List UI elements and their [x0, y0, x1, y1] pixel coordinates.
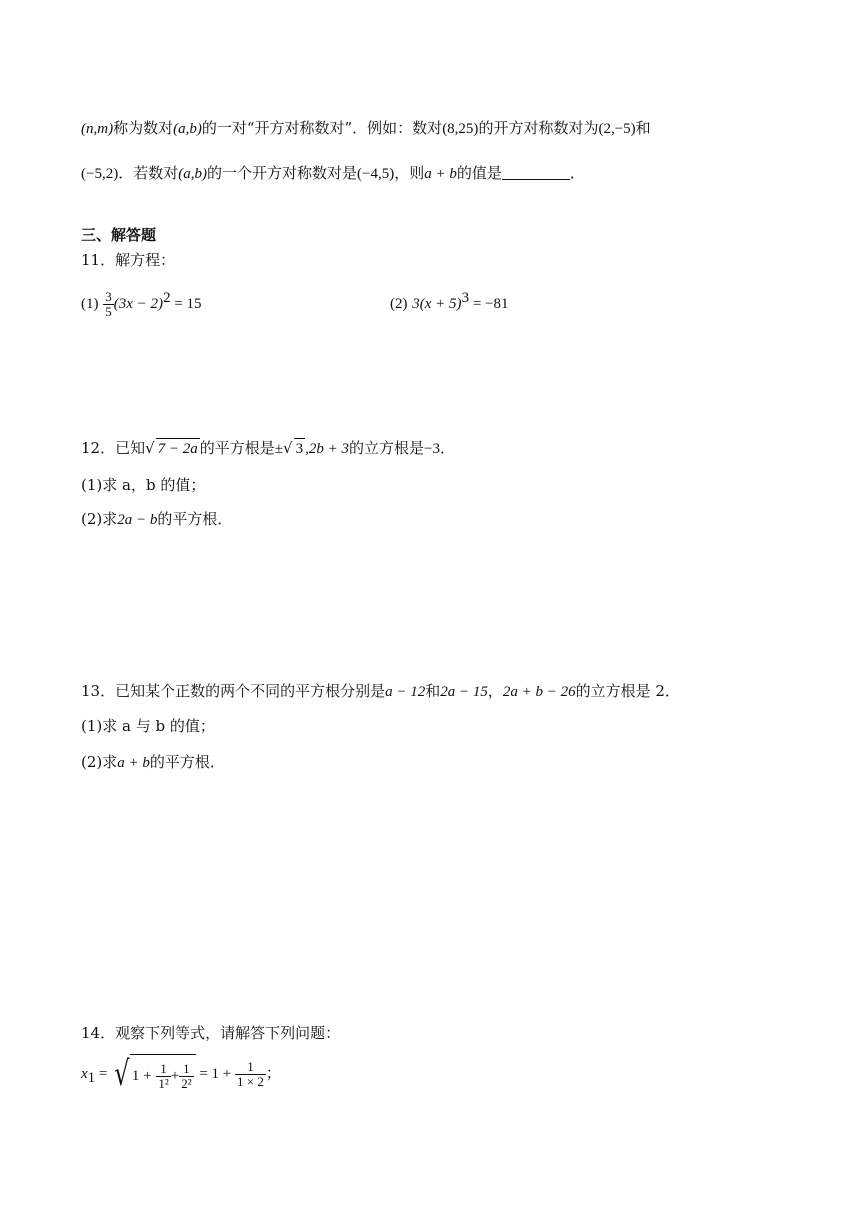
- text: (2)求: [81, 753, 118, 771]
- q12-sub1: (1)求 a，b 的值；: [81, 476, 206, 494]
- math-pair-nm: (n,m): [81, 121, 114, 137]
- q13-stem: [81, 681, 680, 702]
- denominator: 2²: [181, 1075, 192, 1091]
- text: 的一个开方对称数对是: [206, 164, 357, 182]
- subscript: 1: [87, 1070, 96, 1086]
- answer-blank[interactable]: [502, 165, 570, 180]
- math-pair: (8,25): [442, 121, 479, 137]
- radicand: 3: [294, 438, 306, 459]
- text: 的立方根是: [348, 439, 424, 457]
- math-pair-ab: (a,b): [178, 166, 207, 182]
- numerator: 1: [235, 1060, 266, 1075]
- math-pair-ab: (a,b): [173, 121, 202, 137]
- text: 的立方根是 2．: [575, 682, 680, 700]
- text: 的平方根是: [199, 439, 275, 457]
- numerator: 3: [105, 288, 112, 304]
- math-eq: = 1 +: [195, 1066, 236, 1082]
- q13-sub2: [81, 752, 225, 773]
- math-pair: (2,−5): [598, 121, 636, 137]
- q13-sub1: (1)求 a 与 b 的值；: [81, 717, 215, 735]
- text: 和: [425, 682, 441, 700]
- q12-sub2: [81, 509, 232, 530]
- text: 称为数对: [113, 119, 174, 137]
- intro-line-1: [81, 118, 651, 139]
- text: ．: [569, 164, 585, 182]
- math-op: +: [170, 1068, 180, 1084]
- math-expr: a + b: [424, 166, 457, 182]
- part-label: (2): [390, 296, 408, 312]
- text: 的一对“开方对称数对”．例如：数对: [201, 119, 443, 137]
- intro-line-2: [81, 163, 585, 184]
- exponent: 2: [163, 290, 171, 306]
- sqrt-expression: [111, 1054, 195, 1094]
- text: ，则: [394, 164, 425, 182]
- sqrt-icon: √: [145, 439, 155, 457]
- q11-title: 11．解方程：: [81, 251, 176, 269]
- math-eq: =: [95, 1066, 112, 1082]
- math-value: −3: [423, 441, 440, 457]
- numerator: 1: [179, 1062, 193, 1077]
- text: ；: [265, 1064, 281, 1082]
- radicand: [130, 1054, 196, 1094]
- math-expr: 3(x + 5): [412, 296, 462, 312]
- math-pm: ±: [274, 441, 284, 457]
- numerator: 1: [156, 1062, 170, 1077]
- math-pair: (−4,5): [356, 166, 395, 182]
- denominator: 1 × 2: [237, 1073, 264, 1089]
- text: ，: [487, 682, 503, 700]
- text: (2)求: [81, 510, 118, 528]
- text: 的平方根．: [157, 510, 233, 528]
- fraction: [103, 290, 114, 319]
- q14-title: 14．观察下列等式，请解答下列问题：: [81, 1024, 341, 1042]
- math-expr: (3x − 2): [113, 296, 164, 312]
- text: 的平方根．: [149, 753, 225, 771]
- text: 的值是: [456, 164, 502, 182]
- sqrt-icon: √: [283, 439, 293, 457]
- denominator: 1²: [158, 1075, 169, 1091]
- math-expr: ,2b + 3: [305, 441, 349, 457]
- math-pair: (−5,2): [81, 166, 119, 182]
- math-expr: 2a + b − 26: [502, 684, 576, 700]
- fraction: [156, 1062, 170, 1091]
- math-expr: a − 12: [385, 684, 426, 700]
- math-expr: 2a − 15: [440, 684, 488, 700]
- fraction: [235, 1060, 266, 1089]
- text: 的开方对称数对为: [478, 119, 599, 137]
- text: 和: [635, 119, 651, 137]
- q11-part1: [81, 284, 202, 319]
- text: 13．已知某个正数的两个不同的平方根分别是: [81, 682, 386, 700]
- part-label: (1): [81, 296, 99, 312]
- math-rhs: = −81: [469, 296, 509, 312]
- q14-equation: [81, 1054, 281, 1096]
- text: ．若数对: [118, 164, 179, 182]
- text: ．: [439, 439, 455, 457]
- math-term: 1 +: [131, 1068, 152, 1084]
- math-rhs: = 15: [170, 296, 202, 312]
- q11-part2: [390, 288, 508, 314]
- fraction: [179, 1062, 193, 1091]
- math-expr: 2a − b: [117, 512, 158, 528]
- radicand: 7 − 2a: [156, 438, 200, 459]
- denominator: 5: [105, 303, 112, 319]
- variable: x: [81, 1066, 88, 1082]
- exponent: 3: [461, 290, 470, 306]
- sqrt-icon: √: [114, 1054, 130, 1094]
- q12-stem: [81, 438, 455, 459]
- math-expr: a + b: [117, 755, 150, 771]
- text: 12．已知: [81, 439, 146, 457]
- section-header: 三、解答题: [81, 226, 157, 244]
